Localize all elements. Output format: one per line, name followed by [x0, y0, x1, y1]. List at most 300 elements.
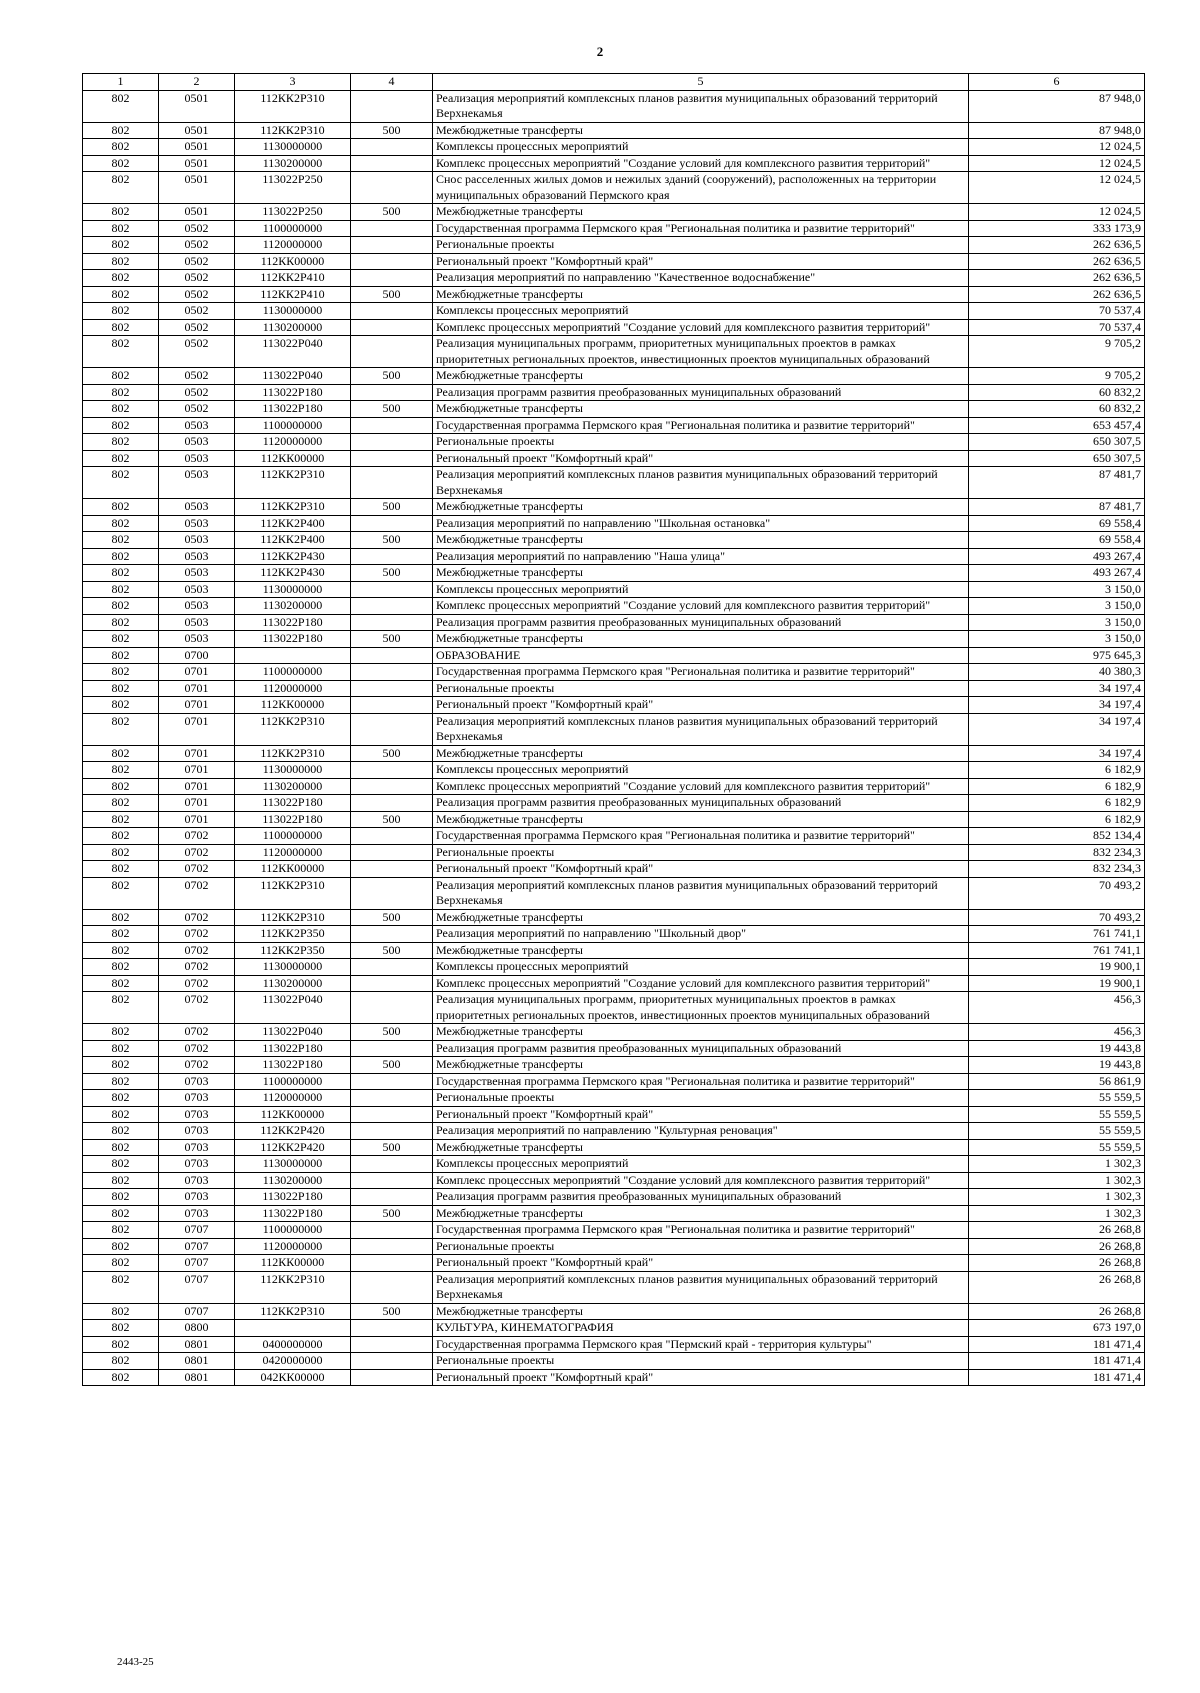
cell-amount: 3 150,0	[969, 614, 1145, 631]
cell-expense-type: 500	[351, 286, 433, 303]
table-row	[83, 959, 1145, 976]
cell-section-code: 0503	[159, 434, 235, 451]
table-row	[83, 1123, 1145, 1140]
cell-description: Региональные проекты	[433, 1090, 969, 1107]
table-row	[83, 680, 1145, 697]
cell-section-code: 0502	[159, 336, 235, 368]
cell-expense-type	[351, 1369, 433, 1386]
table-row	[83, 122, 1145, 139]
cell-admin-code: 802	[83, 90, 159, 122]
cell-section-code: 0701	[159, 697, 235, 714]
cell-admin-code: 802	[83, 450, 159, 467]
cell-expense-type: 500	[351, 1024, 433, 1041]
table-row	[83, 942, 1145, 959]
cell-expense-type	[351, 336, 433, 368]
cell-description: Региональный проект "Комфортный край"	[433, 697, 969, 714]
cell-expense-type	[351, 1238, 433, 1255]
table-row	[83, 1073, 1145, 1090]
cell-admin-code: 802	[83, 762, 159, 779]
cell-description: Межбюджетные трансферты	[433, 401, 969, 418]
cell-expense-type: 500	[351, 909, 433, 926]
cell-amount: 650 307,5	[969, 450, 1145, 467]
cell-section-code: 0502	[159, 270, 235, 287]
cell-description: Межбюджетные трансферты	[433, 286, 969, 303]
cell-section-code: 0703	[159, 1205, 235, 1222]
cell-description: Реализация мероприятий комплексных планов развития муниципальных образований территорий Верхнекамья	[433, 467, 969, 499]
cell-admin-code: 802	[83, 631, 159, 648]
cell-expense-type: 500	[351, 565, 433, 582]
cell-section-code: 0702	[159, 1024, 235, 1041]
column-header: 4	[351, 74, 433, 91]
table-row	[83, 1369, 1145, 1386]
table-row	[83, 401, 1145, 418]
table-row	[83, 828, 1145, 845]
cell-amount: 69 558,4	[969, 532, 1145, 549]
cell-section-code: 0702	[159, 926, 235, 943]
table-row	[83, 1040, 1145, 1057]
cell-amount: 6 182,9	[969, 762, 1145, 779]
cell-section-code: 0702	[159, 942, 235, 959]
cell-amount: 19 900,1	[969, 975, 1145, 992]
cell-section-code: 0503	[159, 565, 235, 582]
cell-expense-type	[351, 877, 433, 909]
table-row	[83, 1255, 1145, 1272]
table-row	[83, 1189, 1145, 1206]
cell-description: Комплекс процессных мероприятий "Создание условий для комплексного развития территорий"	[433, 155, 969, 172]
cell-amount: 3 150,0	[969, 598, 1145, 615]
cell-admin-code: 802	[83, 122, 159, 139]
cell-expense-type: 500	[351, 745, 433, 762]
cell-amount: 1 302,3	[969, 1189, 1145, 1206]
table-row	[83, 204, 1145, 221]
table-row	[83, 811, 1145, 828]
cell-description: Межбюджетные трансферты	[433, 909, 969, 926]
table-row	[83, 1139, 1145, 1156]
cell-section-code: 0702	[159, 992, 235, 1024]
cell-expense-type	[351, 1106, 433, 1123]
budget-table	[82, 73, 1145, 1386]
cell-amount: 34 197,4	[969, 680, 1145, 697]
cell-amount: 26 268,8	[969, 1238, 1145, 1255]
cell-section-code: 0801	[159, 1369, 235, 1386]
cell-section-code: 0703	[159, 1090, 235, 1107]
cell-expense-type	[351, 1336, 433, 1353]
cell-description: Реализация программ развития преобразованных муниципальных образований	[433, 384, 969, 401]
cell-target-article: 113022Р180	[235, 631, 351, 648]
cell-admin-code: 802	[83, 172, 159, 204]
cell-amount: 34 197,4	[969, 745, 1145, 762]
cell-admin-code: 802	[83, 467, 159, 499]
cell-target-article: 112КК2Р310	[235, 467, 351, 499]
cell-section-code: 0702	[159, 1040, 235, 1057]
cell-admin-code: 802	[83, 1139, 159, 1156]
cell-admin-code: 802	[83, 598, 159, 615]
cell-description: КУЛЬТУРА, КИНЕМАТОГРАФИЯ	[433, 1320, 969, 1337]
table-row	[83, 368, 1145, 385]
cell-admin-code: 802	[83, 1222, 159, 1239]
cell-amount: 87 948,0	[969, 122, 1145, 139]
cell-amount: 832 234,3	[969, 844, 1145, 861]
cell-expense-type: 500	[351, 499, 433, 516]
cell-expense-type	[351, 975, 433, 992]
cell-target-article: 1130200000	[235, 1172, 351, 1189]
cell-admin-code: 802	[83, 368, 159, 385]
cell-admin-code: 802	[83, 499, 159, 516]
cell-admin-code: 802	[83, 680, 159, 697]
cell-target-article: 113022Р180	[235, 384, 351, 401]
cell-amount: 12 024,5	[969, 155, 1145, 172]
cell-description: Реализация муниципальных программ, приоритетных муниципальных проектов в рамках приоритетных региональных проектов, инвестиционных проектов муниципальных образований	[433, 992, 969, 1024]
table-row	[83, 762, 1145, 779]
table-row	[83, 1353, 1145, 1370]
cell-amount: 832 234,3	[969, 861, 1145, 878]
cell-amount: 493 267,4	[969, 548, 1145, 565]
cell-amount: 87 948,0	[969, 90, 1145, 122]
cell-amount: 70 493,2	[969, 877, 1145, 909]
cell-target-article: 112КК2Р310	[235, 1303, 351, 1320]
table-row	[83, 697, 1145, 714]
table-body	[83, 90, 1145, 1386]
cell-description: Межбюджетные трансферты	[433, 122, 969, 139]
cell-amount: 493 267,4	[969, 565, 1145, 582]
cell-description: Региональный проект "Комфортный край"	[433, 1255, 969, 1272]
cell-description: Региональный проект "Комфортный край"	[433, 253, 969, 270]
cell-expense-type: 500	[351, 942, 433, 959]
cell-target-article: 112КК2Р420	[235, 1123, 351, 1140]
page-number: 2	[596, 44, 604, 59]
cell-expense-type	[351, 155, 433, 172]
cell-section-code: 0701	[159, 762, 235, 779]
cell-expense-type	[351, 384, 433, 401]
cell-target-article: 113022Р180	[235, 614, 351, 631]
cell-section-code: 0501	[159, 204, 235, 221]
cell-expense-type	[351, 926, 433, 943]
cell-section-code: 0502	[159, 384, 235, 401]
cell-target-article: 1130000000	[235, 959, 351, 976]
cell-amount: 262 636,5	[969, 237, 1145, 254]
cell-target-article: 112КК2Р420	[235, 1139, 351, 1156]
cell-description: Государственная программа Пермского края "Региональная политика и развитие территорий"	[433, 664, 969, 681]
cell-target-article: 1100000000	[235, 664, 351, 681]
cell-target-article: 1120000000	[235, 1238, 351, 1255]
cell-description: Государственная программа Пермского края "Региональная политика и развитие территорий"	[433, 828, 969, 845]
cell-target-article: 042КК00000	[235, 1369, 351, 1386]
table-row	[83, 515, 1145, 532]
cell-admin-code: 802	[83, 220, 159, 237]
cell-amount: 761 741,1	[969, 926, 1145, 943]
cell-target-article: 1130200000	[235, 778, 351, 795]
cell-admin-code: 802	[83, 548, 159, 565]
cell-description: Региональные проекты	[433, 844, 969, 861]
table-row	[83, 1106, 1145, 1123]
cell-section-code: 0701	[159, 795, 235, 812]
cell-amount: 12 024,5	[969, 172, 1145, 204]
table-row	[83, 745, 1145, 762]
cell-description: Государственная программа Пермского края "Региональная политика и развитие территорий"	[433, 1222, 969, 1239]
cell-target-article: 1130000000	[235, 139, 351, 156]
cell-target-article: 1120000000	[235, 237, 351, 254]
cell-admin-code: 802	[83, 614, 159, 631]
cell-amount: 975 645,3	[969, 647, 1145, 664]
cell-description: Региональный проект "Комфортный край"	[433, 1106, 969, 1123]
cell-section-code: 0701	[159, 664, 235, 681]
cell-expense-type	[351, 844, 433, 861]
cell-admin-code: 802	[83, 1336, 159, 1353]
table-row	[83, 1238, 1145, 1255]
table-row	[83, 861, 1145, 878]
cell-description: Комплексы процессных мероприятий	[433, 303, 969, 320]
cell-description: Комплекс процессных мероприятий "Создание условий для комплексного развития территорий"	[433, 778, 969, 795]
cell-amount: 333 173,9	[969, 220, 1145, 237]
cell-admin-code: 802	[83, 1123, 159, 1140]
table-header-row	[83, 74, 1145, 91]
cell-admin-code: 802	[83, 1057, 159, 1074]
cell-section-code: 0707	[159, 1255, 235, 1272]
cell-section-code: 0702	[159, 959, 235, 976]
table-row	[83, 795, 1145, 812]
cell-amount: 34 197,4	[969, 713, 1145, 745]
cell-description: Межбюджетные трансферты	[433, 565, 969, 582]
cell-description: Комплекс процессных мероприятий "Создание условий для комплексного развития территорий"	[433, 598, 969, 615]
cell-amount: 26 268,8	[969, 1303, 1145, 1320]
cell-description: Комплекс процессных мероприятий "Создание условий для комплексного развития территорий"	[433, 319, 969, 336]
cell-admin-code: 802	[83, 155, 159, 172]
cell-description: Реализация мероприятий по направлению "Школьный двор"	[433, 926, 969, 943]
cell-expense-type	[351, 1040, 433, 1057]
cell-admin-code: 802	[83, 778, 159, 795]
cell-section-code: 0700	[159, 647, 235, 664]
table-row	[83, 581, 1145, 598]
cell-section-code: 0701	[159, 713, 235, 745]
cell-admin-code: 802	[83, 697, 159, 714]
cell-description: Реализация мероприятий по направлению "Качественное водоснабжение"	[433, 270, 969, 287]
cell-amount: 653 457,4	[969, 417, 1145, 434]
cell-expense-type	[351, 581, 433, 598]
cell-admin-code: 802	[83, 1090, 159, 1107]
table-row	[83, 877, 1145, 909]
cell-amount: 1 302,3	[969, 1205, 1145, 1222]
cell-amount: 55 559,5	[969, 1106, 1145, 1123]
table-row	[83, 844, 1145, 861]
cell-admin-code: 802	[83, 139, 159, 156]
table-row	[83, 499, 1145, 516]
cell-admin-code: 802	[83, 877, 159, 909]
cell-expense-type	[351, 1090, 433, 1107]
cell-expense-type: 500	[351, 1205, 433, 1222]
cell-amount: 60 832,2	[969, 401, 1145, 418]
cell-description: Комплексы процессных мероприятий	[433, 959, 969, 976]
cell-description: Реализация мероприятий комплексных планов развития муниципальных образований территорий Верхнекамья	[433, 877, 969, 909]
cell-amount: 181 471,4	[969, 1369, 1145, 1386]
cell-section-code: 0503	[159, 467, 235, 499]
cell-target-article: 112КК2Р410	[235, 270, 351, 287]
cell-admin-code: 802	[83, 828, 159, 845]
cell-expense-type	[351, 647, 433, 664]
cell-admin-code: 802	[83, 1320, 159, 1337]
cell-amount: 262 636,5	[969, 253, 1145, 270]
table-row	[83, 1222, 1145, 1239]
table-row	[83, 1320, 1145, 1337]
cell-description: Межбюджетные трансферты	[433, 1139, 969, 1156]
cell-section-code: 0703	[159, 1156, 235, 1173]
cell-section-code: 0502	[159, 303, 235, 320]
cell-expense-type	[351, 959, 433, 976]
cell-amount: 456,3	[969, 992, 1145, 1024]
cell-expense-type	[351, 778, 433, 795]
cell-target-article: 113022Р180	[235, 1040, 351, 1057]
cell-target-article: 112КК2Р310	[235, 713, 351, 745]
cell-admin-code: 802	[83, 745, 159, 762]
cell-expense-type: 500	[351, 1303, 433, 1320]
table-row	[83, 303, 1145, 320]
table-row	[83, 172, 1145, 204]
cell-description: Государственная программа Пермского края "Региональная политика и развитие территорий"	[433, 1073, 969, 1090]
table-row	[83, 467, 1145, 499]
table-row	[83, 220, 1145, 237]
cell-amount: 19 900,1	[969, 959, 1145, 976]
cell-description: Комплекс процессных мероприятий "Создание условий для комплексного развития территорий"	[433, 1172, 969, 1189]
cell-admin-code: 802	[83, 204, 159, 221]
cell-expense-type	[351, 417, 433, 434]
cell-target-article: 1100000000	[235, 1073, 351, 1090]
table-row	[83, 286, 1145, 303]
cell-expense-type	[351, 680, 433, 697]
table-row	[83, 614, 1145, 631]
cell-admin-code: 802	[83, 992, 159, 1024]
cell-target-article: 1100000000	[235, 220, 351, 237]
table-row	[83, 336, 1145, 368]
cell-expense-type	[351, 303, 433, 320]
table-row	[83, 548, 1145, 565]
cell-expense-type: 500	[351, 122, 433, 139]
cell-amount: 1 302,3	[969, 1172, 1145, 1189]
cell-description: Реализация муниципальных программ, приоритетных муниципальных проектов в рамках приоритетных региональных проектов, инвестиционных проектов муниципальных образований	[433, 336, 969, 368]
cell-target-article: 112КК00000	[235, 1255, 351, 1272]
cell-section-code: 0501	[159, 90, 235, 122]
cell-description: Межбюджетные трансферты	[433, 631, 969, 648]
cell-description: Реализация программ развития преобразованных муниципальных образований	[433, 614, 969, 631]
table-row	[83, 384, 1145, 401]
cell-target-article: 113022Р180	[235, 1189, 351, 1206]
cell-expense-type	[351, 1189, 433, 1206]
cell-expense-type	[351, 697, 433, 714]
cell-expense-type	[351, 1255, 433, 1272]
cell-amount: 12 024,5	[969, 139, 1145, 156]
cell-section-code: 0703	[159, 1106, 235, 1123]
cell-section-code: 0707	[159, 1222, 235, 1239]
cell-amount: 34 197,4	[969, 697, 1145, 714]
cell-expense-type	[351, 762, 433, 779]
cell-description: Межбюджетные трансферты	[433, 942, 969, 959]
cell-amount: 761 741,1	[969, 942, 1145, 959]
table-row	[83, 253, 1145, 270]
cell-description: Реализация мероприятий комплексных планов развития муниципальных образований территорий Верхнекамья	[433, 90, 969, 122]
cell-section-code: 0502	[159, 253, 235, 270]
cell-amount: 55 559,5	[969, 1139, 1145, 1156]
cell-expense-type	[351, 220, 433, 237]
table-row	[83, 647, 1145, 664]
cell-admin-code: 802	[83, 253, 159, 270]
cell-description: ОБРАЗОВАНИЕ	[433, 647, 969, 664]
cell-section-code: 0502	[159, 237, 235, 254]
cell-target-article: 1130000000	[235, 581, 351, 598]
cell-target-article: 112КК2Р400	[235, 532, 351, 549]
table-row	[83, 532, 1145, 549]
cell-target-article: 1130200000	[235, 155, 351, 172]
cell-target-article: 1130000000	[235, 762, 351, 779]
cell-amount: 9 705,2	[969, 368, 1145, 385]
cell-section-code: 0701	[159, 680, 235, 697]
cell-expense-type	[351, 598, 433, 615]
cell-admin-code: 802	[83, 926, 159, 943]
table-row	[83, 1336, 1145, 1353]
table-row	[83, 664, 1145, 681]
cell-amount: 6 182,9	[969, 778, 1145, 795]
cell-expense-type	[351, 139, 433, 156]
cell-admin-code: 802	[83, 319, 159, 336]
cell-description: Межбюджетные трансферты	[433, 499, 969, 516]
cell-amount: 650 307,5	[969, 434, 1145, 451]
cell-expense-type	[351, 319, 433, 336]
cell-expense-type	[351, 515, 433, 532]
cell-section-code: 0703	[159, 1073, 235, 1090]
cell-description: Региональные проекты	[433, 1238, 969, 1255]
cell-target-article: 112КК2Р310	[235, 122, 351, 139]
cell-admin-code: 802	[83, 795, 159, 812]
cell-expense-type: 500	[351, 532, 433, 549]
cell-description: Межбюджетные трансферты	[433, 745, 969, 762]
cell-target-article: 112КК2Р430	[235, 565, 351, 582]
cell-section-code: 0502	[159, 286, 235, 303]
cell-amount: 60 832,2	[969, 384, 1145, 401]
cell-target-article: 113022Р040	[235, 1024, 351, 1041]
cell-target-article: 113022Р040	[235, 368, 351, 385]
cell-amount: 70 493,2	[969, 909, 1145, 926]
cell-target-article: 112КК2Р350	[235, 942, 351, 959]
cell-description: Реализация программ развития преобразованных муниципальных образований	[433, 795, 969, 812]
cell-section-code: 0702	[159, 844, 235, 861]
cell-admin-code: 802	[83, 1024, 159, 1041]
cell-expense-type	[351, 434, 433, 451]
cell-section-code: 0702	[159, 909, 235, 926]
cell-admin-code: 802	[83, 1156, 159, 1173]
cell-description: Региональный проект "Комфортный край"	[433, 450, 969, 467]
cell-description: Региональные проекты	[433, 1353, 969, 1370]
cell-expense-type	[351, 664, 433, 681]
table-row	[83, 1303, 1145, 1320]
table-row	[83, 992, 1145, 1024]
cell-amount: 3 150,0	[969, 581, 1145, 598]
cell-description: Межбюджетные трансферты	[433, 811, 969, 828]
cell-target-article: 112КК2Р400	[235, 515, 351, 532]
cell-amount: 456,3	[969, 1024, 1145, 1041]
cell-target-article: 113022Р250	[235, 172, 351, 204]
cell-section-code: 0702	[159, 975, 235, 992]
cell-admin-code: 802	[83, 434, 159, 451]
cell-amount: 12 024,5	[969, 204, 1145, 221]
cell-section-code: 0701	[159, 745, 235, 762]
cell-description: Комплексы процессных мероприятий	[433, 139, 969, 156]
cell-target-article: 112КК00000	[235, 1106, 351, 1123]
cell-expense-type	[351, 270, 433, 287]
cell-section-code: 0503	[159, 598, 235, 615]
cell-section-code: 0502	[159, 220, 235, 237]
cell-description: Межбюджетные трансферты	[433, 1057, 969, 1074]
cell-amount: 56 861,9	[969, 1073, 1145, 1090]
table-row	[83, 975, 1145, 992]
cell-admin-code: 802	[83, 942, 159, 959]
cell-expense-type	[351, 1073, 433, 1090]
